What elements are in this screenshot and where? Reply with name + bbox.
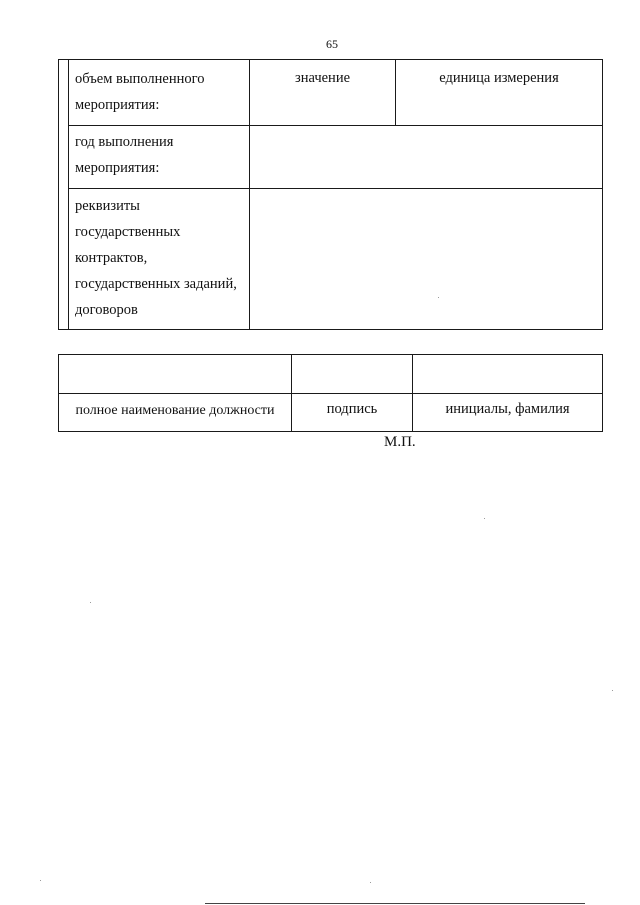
contract-details-line: договоров xyxy=(75,302,138,318)
contract-details-label xyxy=(75,193,249,323)
volume-label-line: объем выполненного xyxy=(75,71,205,87)
contract-details-line: государственных xyxy=(75,224,181,240)
volume-label-line: мероприятия: xyxy=(75,97,160,113)
year-label xyxy=(75,129,245,181)
position-label: полное наименование должности xyxy=(75,403,275,418)
year-label-line: мероприятия: xyxy=(75,160,160,176)
contract-details-line: реквизиты xyxy=(75,198,140,214)
volume-label xyxy=(75,66,245,118)
value-header: значение xyxy=(294,70,351,86)
name-label: инициалы, фамилия xyxy=(445,401,570,417)
signature-label: подпись xyxy=(326,401,378,417)
year-label-line: год выполнения xyxy=(75,134,174,150)
contract-details-line: государственных заданий, xyxy=(75,276,237,292)
scan-speck xyxy=(90,602,91,603)
scan-speck xyxy=(438,297,439,298)
scan-edge-line xyxy=(205,903,585,904)
scan-speck xyxy=(612,690,613,691)
contract-details-line: контрактов, xyxy=(75,250,148,266)
scan-speck xyxy=(484,518,485,519)
scan-speck xyxy=(40,880,41,881)
signature-table xyxy=(58,354,603,432)
page-number: 65 xyxy=(326,37,338,51)
scan-speck xyxy=(370,882,371,883)
activity-table xyxy=(58,59,603,330)
unit-header: единица измерения xyxy=(439,70,559,86)
stamp-label: М.П. xyxy=(384,434,416,450)
